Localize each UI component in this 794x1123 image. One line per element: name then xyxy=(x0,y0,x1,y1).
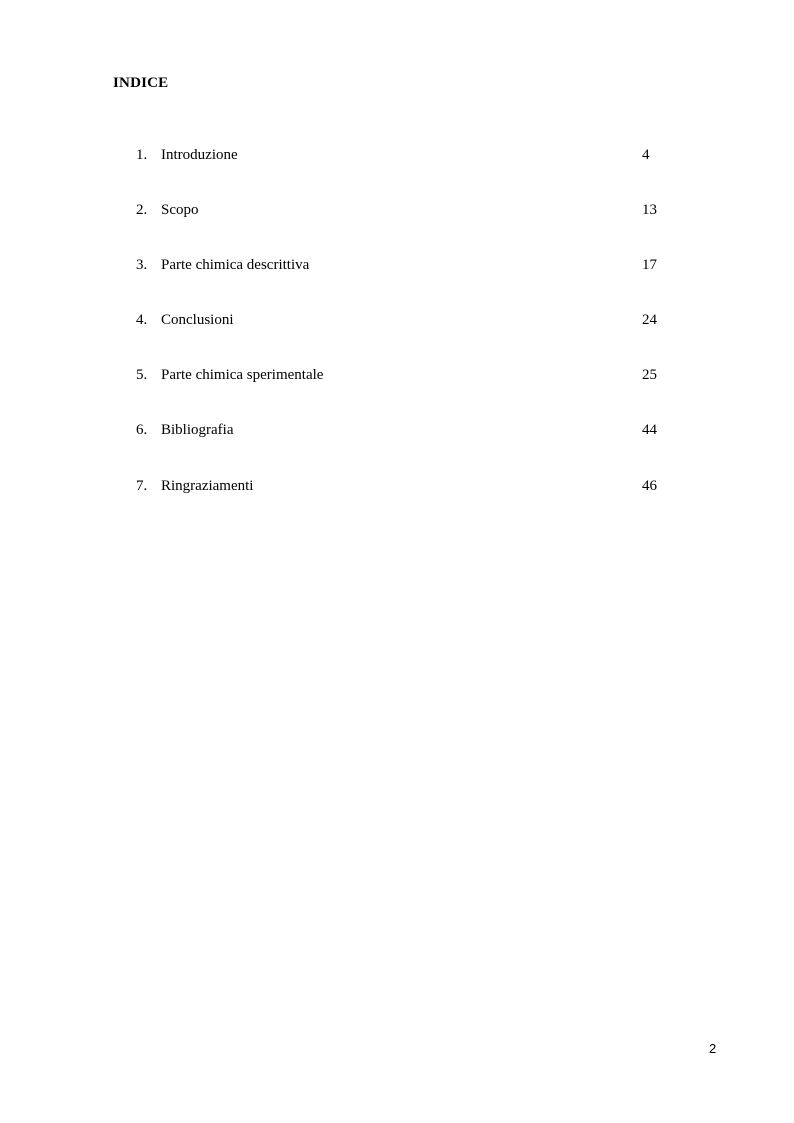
toc-entry-number: 1. xyxy=(136,147,148,163)
toc-entry-number: 3. xyxy=(136,257,148,273)
toc-entry-page: 46 xyxy=(642,478,657,494)
toc-entry-page: 24 xyxy=(642,312,657,328)
toc-entry-page: 25 xyxy=(642,367,657,383)
toc-entry-title: Introduzione xyxy=(161,147,238,163)
toc-entry-title: Conclusioni xyxy=(161,312,234,328)
toc-entry-page: 13 xyxy=(642,202,657,218)
toc-entry-title: Scopo xyxy=(161,202,199,218)
toc-entry-page: 44 xyxy=(642,422,657,438)
toc-entry-ringraziamenti xyxy=(0,475,794,497)
toc-entry-number: 2. xyxy=(136,202,148,218)
toc-entry-bibliografia xyxy=(0,419,794,441)
toc-entry-page: 4 xyxy=(642,147,650,163)
toc-entry-number: 6. xyxy=(136,422,148,438)
toc-entry-page: 17 xyxy=(642,257,657,273)
page-title: INDICE xyxy=(113,75,169,91)
toc-entry-parte-chimica-sperimentale xyxy=(0,364,794,386)
page-number: 2 xyxy=(709,1041,717,1056)
toc-entry-title: Bibliografia xyxy=(161,422,234,438)
toc-entry-scopo xyxy=(0,199,794,221)
toc-entry-introduzione xyxy=(0,144,794,166)
toc-entry-number: 5. xyxy=(136,367,148,383)
toc-entry-number: 7. xyxy=(136,478,148,494)
toc-entry-title: Parte chimica descrittiva xyxy=(161,257,310,273)
toc-entry-title: Parte chimica sperimentale xyxy=(161,367,324,383)
toc-entry-parte-chimica-descrittiva xyxy=(0,254,794,276)
toc-entry-conclusioni xyxy=(0,309,794,331)
toc-entry-title: Ringraziamenti xyxy=(161,478,254,494)
toc-entry-number: 4. xyxy=(136,312,148,328)
